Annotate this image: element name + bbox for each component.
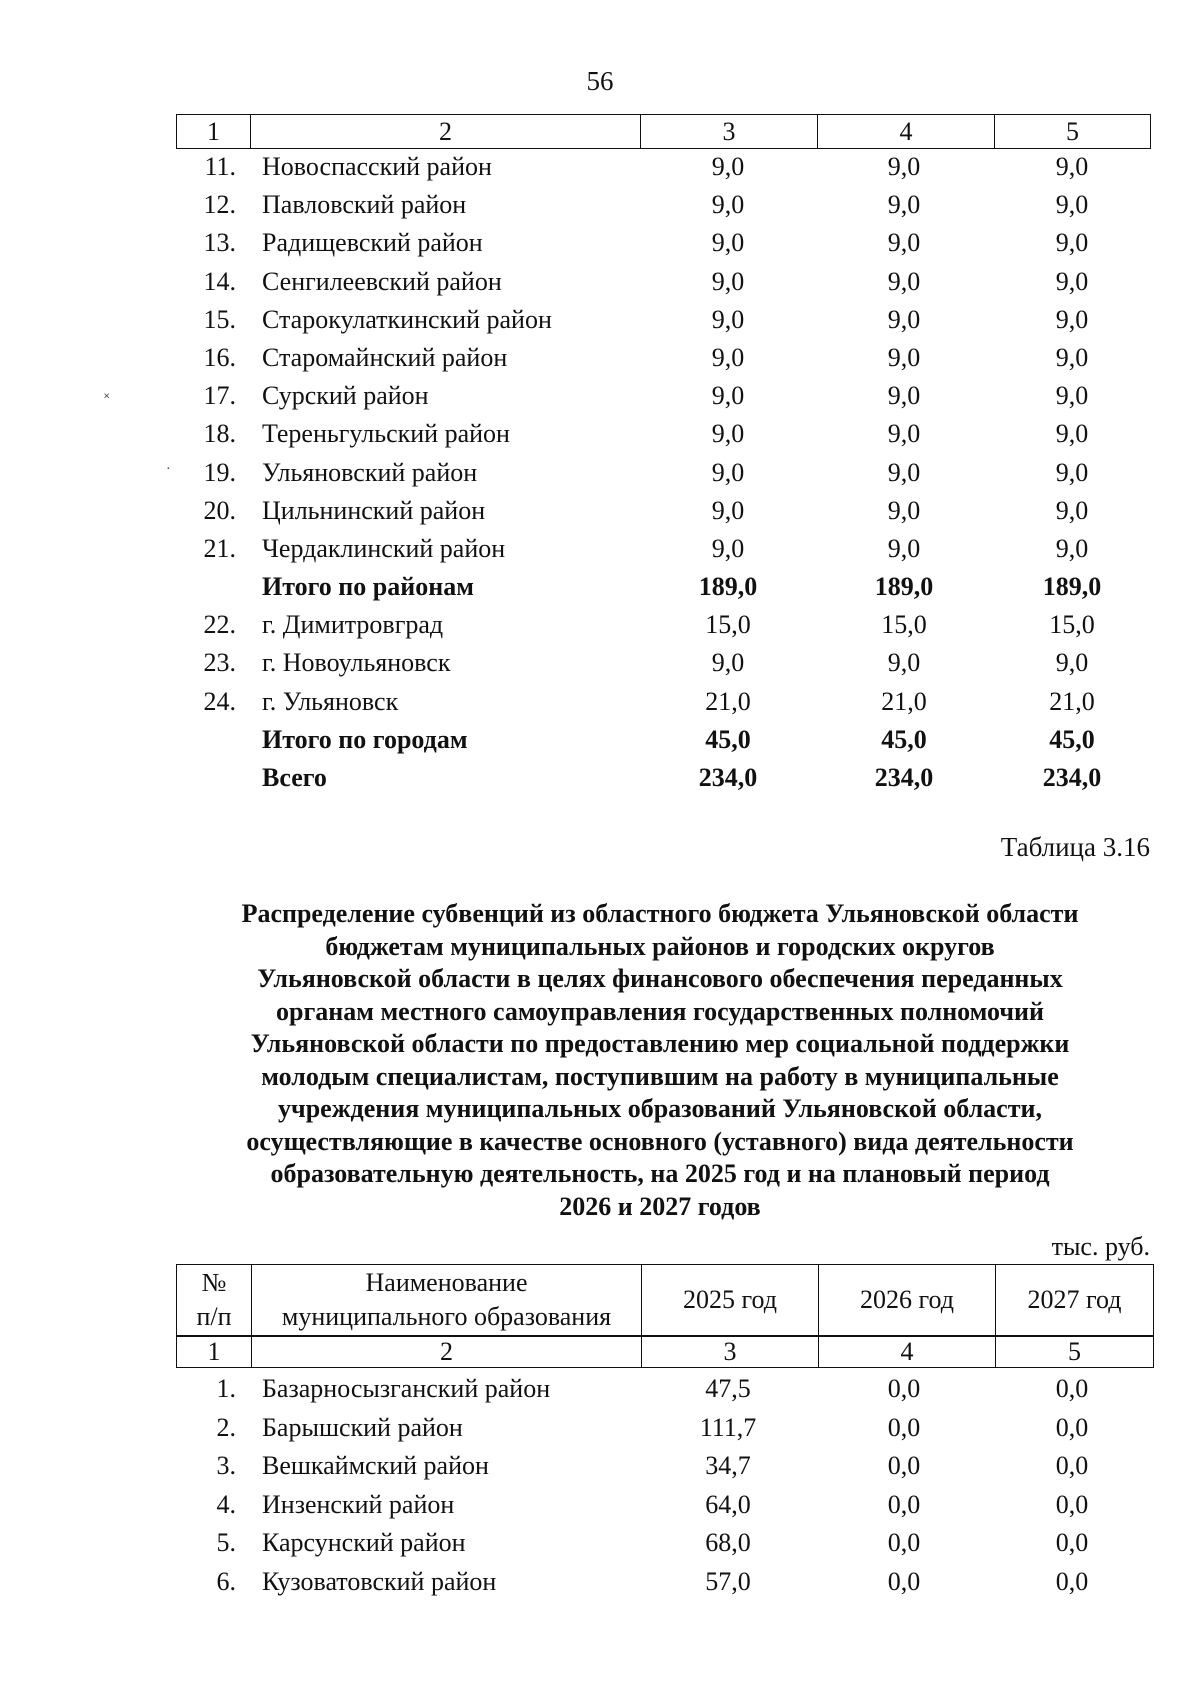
- value-year-1: 9,0: [711, 533, 745, 563]
- value-year-3: 45,0: [1049, 724, 1095, 754]
- value-year-3: 9,0: [1055, 228, 1089, 258]
- value-year-2: 189,0: [874, 572, 934, 602]
- municipality-name: Кузоватовский район: [262, 1566, 497, 1596]
- value-year-2: 9,0: [887, 457, 921, 487]
- row-number: 1.: [216, 1374, 236, 1403]
- value-year-2: 0,0: [887, 1489, 921, 1519]
- value-year-1: 57,0: [705, 1566, 751, 1596]
- municipality-name: Радищевский район: [262, 228, 483, 258]
- value-year-3: 9,0: [1055, 152, 1089, 181]
- scan-speck: ·: [166, 462, 171, 477]
- value-year-1: 9,0: [711, 648, 745, 678]
- value-year-3: 9,0: [1055, 495, 1089, 525]
- units-label: тыс. руб.: [1051, 1232, 1150, 1261]
- municipality-name: Тереньгульский район: [262, 419, 510, 449]
- header-year-2027: 2027 год: [996, 1265, 1154, 1336]
- value-year-3: 0,0: [1055, 1374, 1089, 1403]
- row-number: 12.: [203, 190, 236, 220]
- value-year-2: 0,0: [887, 1374, 921, 1403]
- value-year-1: 47,5: [705, 1374, 751, 1403]
- row-number: 22.: [203, 610, 236, 640]
- value-year-2: 15,0: [881, 610, 927, 640]
- value-year-3: 9,0: [1055, 266, 1089, 296]
- value-year-3: 9,0: [1055, 419, 1089, 449]
- column-number: 5: [995, 115, 1151, 149]
- column-number: 4: [819, 1337, 996, 1368]
- municipality-name: Карсунский район: [262, 1528, 466, 1558]
- row-number: 5.: [216, 1528, 236, 1558]
- row-number: 14.: [203, 266, 236, 296]
- table-header: [176, 1264, 1154, 1336]
- table-row: [0, 301, 1200, 339]
- value-year-3: 9,0: [1055, 533, 1089, 563]
- value-year-2: 9,0: [887, 533, 921, 563]
- value-year-2: 0,0: [887, 1412, 921, 1442]
- value-year-2: 9,0: [887, 342, 921, 372]
- table-row: [0, 1409, 1200, 1448]
- municipality-name: Итого по районам: [262, 572, 474, 602]
- municipality-name: Новоспасский район: [262, 152, 492, 181]
- heading-line: органам местного самоуправления государственных полномочий: [275, 996, 1044, 1026]
- value-year-3: 9,0: [1055, 304, 1089, 334]
- value-year-1: 9,0: [711, 228, 745, 258]
- table-row: [0, 606, 1200, 644]
- value-year-3: 0,0: [1055, 1566, 1089, 1596]
- table-row: [0, 759, 1200, 797]
- value-year-2: 9,0: [887, 266, 921, 296]
- heading-line: молодым специалистам, поступившим на работу в муниципальные: [261, 1061, 1059, 1091]
- table-heading: [190, 898, 1130, 1223]
- heading-line: Распределение субвенций из областного бюджета Ульяновской области: [241, 899, 1079, 928]
- row-number: 21.: [203, 533, 236, 563]
- value-year-3: 9,0: [1055, 457, 1089, 487]
- row-number: 24.: [203, 686, 236, 716]
- table-new-body: [0, 1370, 1200, 1602]
- value-year-1: 9,0: [711, 304, 745, 334]
- value-year-2: 9,0: [887, 190, 921, 220]
- municipality-name: Чердаклинский район: [262, 533, 506, 563]
- municipality-name: г. Новоульяновск: [262, 648, 451, 678]
- value-year-1: 34,7: [705, 1451, 751, 1481]
- value-year-1: 15,0: [705, 610, 751, 640]
- value-year-2: 9,0: [887, 495, 921, 525]
- municipality-name: Сенгилеевский район: [262, 266, 502, 296]
- value-year-1: 9,0: [711, 190, 745, 220]
- table-row: [0, 492, 1200, 530]
- municipality-name: Цильнинский район: [262, 495, 486, 525]
- municipality-name: г. Ульяновск: [262, 686, 399, 716]
- row-number: 13.: [203, 228, 236, 258]
- table-continued-body: [0, 148, 1200, 797]
- value-year-1: 21,0: [705, 686, 751, 716]
- value-year-1: 68,0: [705, 1528, 751, 1558]
- column-number: 3: [642, 1337, 819, 1368]
- column-number-header-bottom: [176, 1336, 1154, 1368]
- row-number: 2.: [216, 1412, 236, 1442]
- municipality-name: Барышский район: [262, 1412, 463, 1442]
- value-year-1: 9,0: [711, 419, 745, 449]
- table-row: [0, 568, 1200, 606]
- value-year-2: 9,0: [887, 648, 921, 678]
- header-year-2026: 2026 год: [819, 1265, 996, 1336]
- table-row: [0, 1524, 1200, 1563]
- value-year-1: 9,0: [711, 342, 745, 372]
- table-row: [0, 263, 1200, 301]
- municipality-name: Всего: [262, 763, 327, 792]
- column-number: 5: [996, 1337, 1154, 1368]
- row-number: 19.: [203, 457, 236, 487]
- heading-line: бюджетам муниципальных районов и городских округов: [325, 931, 995, 961]
- municipality-name: Инзенский район: [262, 1489, 455, 1519]
- value-year-2: 9,0: [887, 228, 921, 258]
- table-row: [0, 1370, 1200, 1409]
- table-row: [0, 415, 1200, 453]
- municipality-name: Старомайнский район: [262, 342, 508, 372]
- row-number: 4.: [216, 1489, 236, 1519]
- value-year-3: 0,0: [1055, 1412, 1089, 1442]
- value-year-3: 15,0: [1049, 610, 1095, 640]
- value-year-1: 9,0: [711, 152, 745, 181]
- heading-line: учреждения муниципальных образований Ульяновской области,: [278, 1094, 1042, 1123]
- table-row: [0, 721, 1200, 759]
- row-number: 6.: [216, 1566, 236, 1596]
- table-row: [0, 644, 1200, 682]
- row-number: 11.: [204, 152, 236, 181]
- scan-speck: ˟: [104, 392, 110, 407]
- value-year-2: 9,0: [887, 304, 921, 334]
- table-row: [0, 683, 1200, 721]
- header-name-column: Наименование муниципального образования: [252, 1265, 642, 1336]
- municipality-name: Сурский район: [262, 381, 429, 411]
- row-number: 18.: [203, 419, 236, 449]
- value-year-3: 9,0: [1055, 648, 1089, 678]
- value-year-3: 0,0: [1055, 1489, 1089, 1519]
- value-year-3: 0,0: [1055, 1451, 1089, 1481]
- value-year-1: 234,0: [698, 763, 758, 792]
- value-year-2: 0,0: [887, 1451, 921, 1481]
- value-year-2: 21,0: [881, 686, 927, 716]
- header-number-column: № п/п: [177, 1265, 252, 1336]
- row-number: 20.: [203, 495, 236, 525]
- column-number: 1: [177, 1337, 252, 1368]
- heading-line: 2026 и 2027 годов: [559, 1191, 761, 1221]
- heading-line: образовательную деятельность, на 2025 год и на плановый период: [270, 1159, 1050, 1188]
- value-year-1: 9,0: [711, 457, 745, 487]
- value-year-3: 9,0: [1055, 381, 1089, 411]
- table-row: [0, 186, 1200, 224]
- page-number: 56: [586, 66, 614, 96]
- table-row: [0, 148, 1200, 186]
- municipality-name: Вешкаймский район: [262, 1451, 489, 1481]
- heading-line: осуществляющие в качестве основного (уставного) вида деятельности: [246, 1126, 1074, 1156]
- column-number: 3: [641, 115, 818, 149]
- value-year-2: 0,0: [887, 1566, 921, 1596]
- value-year-3: 9,0: [1055, 342, 1089, 372]
- value-year-2: 9,0: [887, 419, 921, 449]
- table-row: [0, 339, 1200, 377]
- value-year-3: 0,0: [1055, 1528, 1089, 1558]
- value-year-2: 45,0: [881, 724, 927, 754]
- row-number: 16.: [203, 342, 236, 372]
- table-row: [0, 530, 1200, 568]
- value-year-1: 64,0: [705, 1489, 751, 1519]
- table-row: [0, 454, 1200, 492]
- value-year-1: 45,0: [705, 724, 751, 754]
- value-year-3: 21,0: [1049, 686, 1095, 716]
- value-year-1: 9,0: [711, 266, 745, 296]
- column-number: 4: [818, 115, 995, 149]
- column-number: 2: [251, 115, 641, 149]
- value-year-3: 9,0: [1055, 190, 1089, 220]
- value-year-2: 9,0: [887, 152, 921, 181]
- value-year-2: 234,0: [874, 763, 934, 792]
- table-row: [0, 1563, 1200, 1602]
- value-year-3: 234,0: [1042, 763, 1102, 792]
- row-number: 23.: [203, 648, 236, 678]
- value-year-1: 189,0: [698, 572, 758, 602]
- value-year-2: 0,0: [887, 1528, 921, 1558]
- table-row: [0, 224, 1200, 262]
- row-number: 17.: [203, 381, 236, 411]
- row-number: 3.: [216, 1451, 236, 1481]
- heading-line: Ульяновской области по предоставлению мер социальной поддержки: [250, 1029, 1070, 1058]
- value-year-1: 111,7: [699, 1412, 757, 1442]
- municipality-name: Ульяновский район: [262, 457, 478, 487]
- heading-line: Ульяновской области в целях финансового обеспечения переданных: [257, 964, 1063, 993]
- municipality-name: Базарносызганский район: [262, 1374, 551, 1403]
- value-year-2: 9,0: [887, 381, 921, 411]
- value-year-3: 189,0: [1042, 572, 1102, 602]
- municipality-name: Павловский район: [262, 190, 467, 220]
- header-year-2025: 2025 год: [642, 1265, 819, 1336]
- value-year-1: 9,0: [711, 381, 745, 411]
- municipality-name: Итого по городам: [262, 724, 468, 754]
- municipality-name: Старокулаткинский район: [262, 304, 552, 334]
- municipality-name: г. Димитровград: [262, 610, 444, 640]
- column-number: 2: [252, 1337, 642, 1368]
- table-row: [0, 377, 1200, 415]
- table-label: Таблица 3.16: [1000, 832, 1150, 862]
- value-year-1: 9,0: [711, 495, 745, 525]
- table-row: [0, 1447, 1200, 1486]
- table-row: [0, 1486, 1200, 1525]
- column-number: 1: [177, 115, 251, 149]
- row-number: 15.: [203, 304, 236, 334]
- column-number-header-top: [176, 114, 1151, 149]
